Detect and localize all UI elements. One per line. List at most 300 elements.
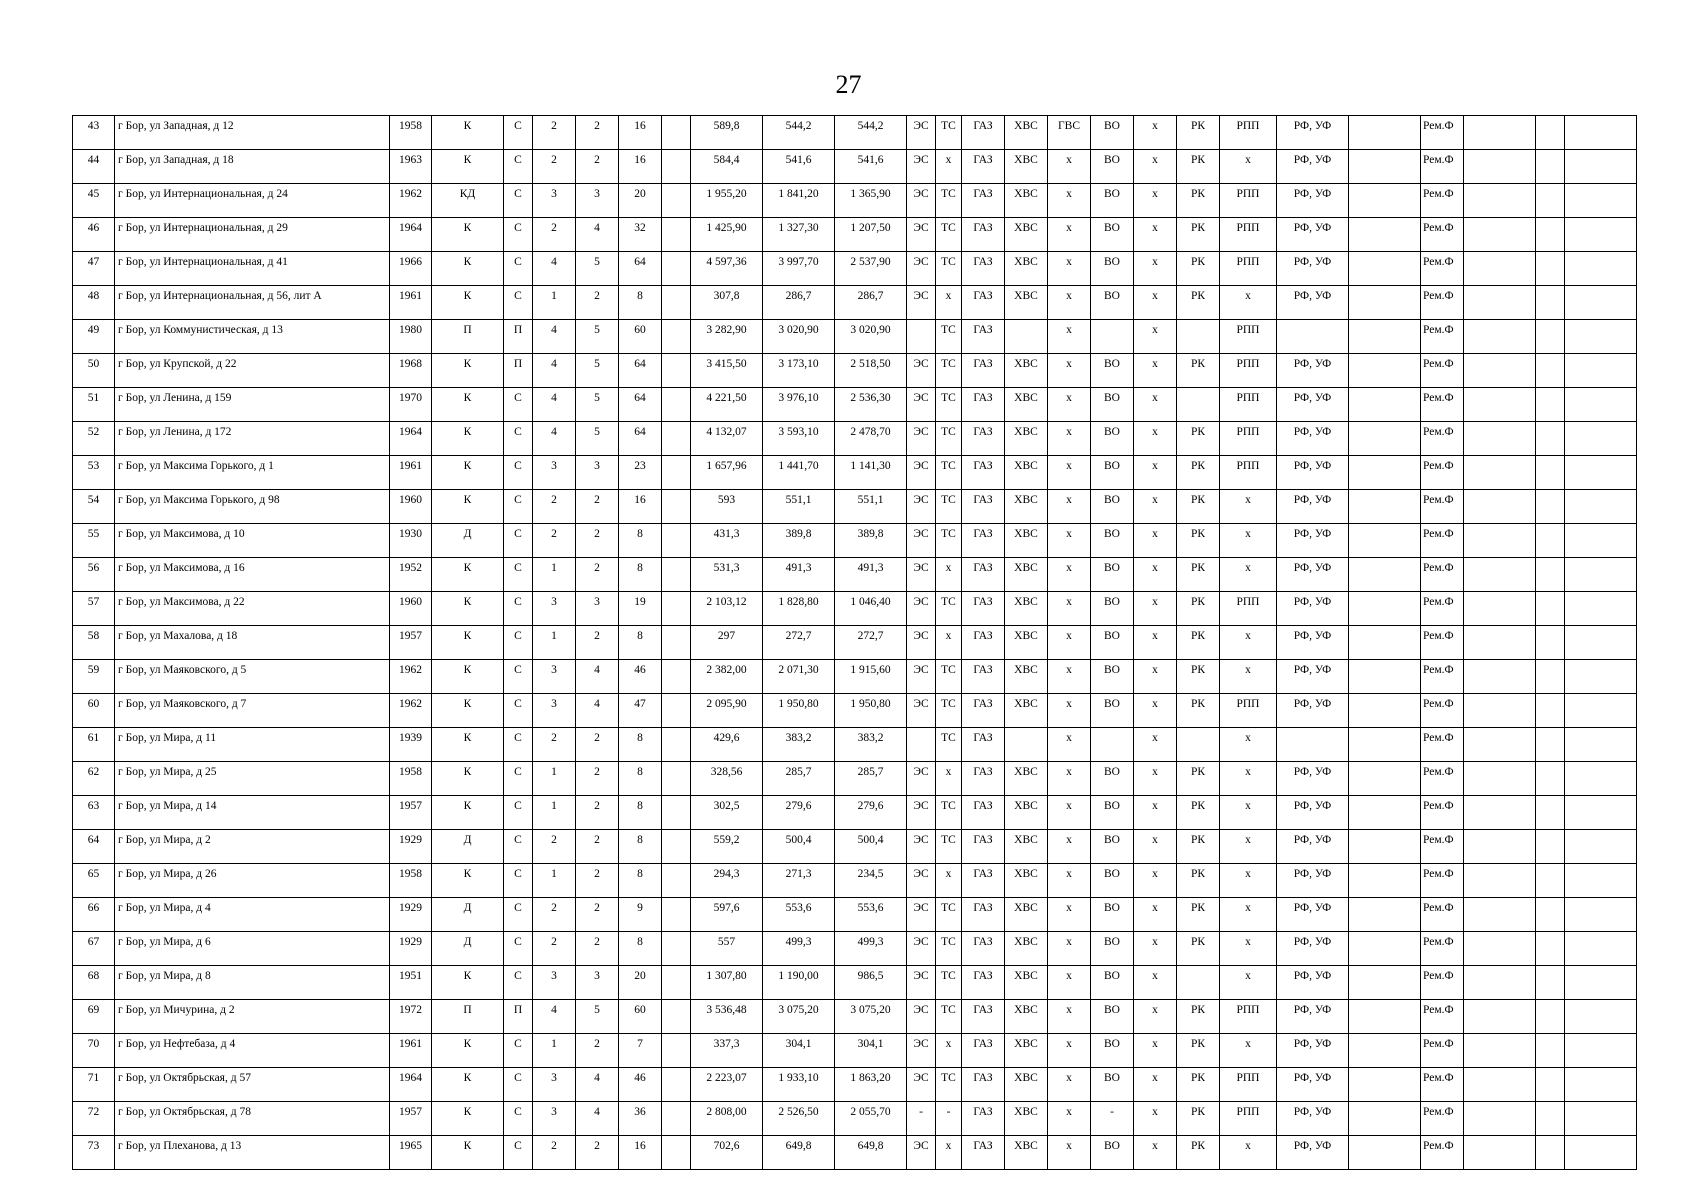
cell-type: С	[504, 388, 533, 422]
cell-living-area: 544,2	[763, 116, 835, 150]
cell-mark-x: х	[1134, 898, 1177, 932]
cell-electricity: ЭС	[907, 150, 936, 184]
cell-blank-col-2	[1349, 490, 1421, 524]
cell-cold-water: ХВС	[1005, 966, 1048, 1000]
cell-rpp: РПП	[1220, 456, 1277, 490]
cell-hot-water: х	[1048, 320, 1091, 354]
cell-blank-col	[662, 694, 691, 728]
cell-electricity: ЭС	[907, 456, 936, 490]
cell-type: С	[504, 932, 533, 966]
cell-address: г Бор, ул Ленина, д 172	[115, 422, 390, 456]
cell-blank-col-4	[1536, 456, 1565, 490]
cell-rk: РК	[1177, 1068, 1220, 1102]
cell-floors: 2	[533, 898, 576, 932]
cell-blank-col-2	[1349, 1000, 1421, 1034]
cell-rf-uf: РФ, УФ	[1277, 864, 1349, 898]
cell-blank-col-3	[1464, 762, 1536, 796]
cell-type: С	[504, 218, 533, 252]
cell-mark-x: х	[1134, 422, 1177, 456]
cell-rf-uf: РФ, УФ	[1277, 150, 1349, 184]
cell-type: С	[504, 490, 533, 524]
cell-mark-x: х	[1134, 354, 1177, 388]
cell-sewerage: ВО	[1091, 898, 1134, 932]
cell-blank-col-4	[1536, 592, 1565, 626]
cell-hot-water: х	[1048, 864, 1091, 898]
cell-blank-col-2	[1349, 660, 1421, 694]
cell-entrances: 2	[576, 116, 619, 150]
table-row	[73, 660, 1637, 694]
cell-wall-material: К	[432, 286, 504, 320]
cell-rpp: х	[1220, 864, 1277, 898]
cell-heating: ТС	[936, 490, 962, 524]
cell-living-area: 3 976,10	[763, 388, 835, 422]
cell-row-number: 59	[73, 660, 115, 694]
table-row	[73, 1034, 1637, 1068]
cell-blank-col-5	[1565, 660, 1637, 694]
cell-blank-col-2	[1349, 966, 1421, 1000]
cell-type: С	[504, 830, 533, 864]
cell-sewerage: ВО	[1091, 252, 1134, 286]
cell-rf-uf: РФ, УФ	[1277, 354, 1349, 388]
cell-living-area: 1 327,30	[763, 218, 835, 252]
cell-rem-fund: Рем.Ф	[1421, 626, 1464, 660]
cell-mark-x: х	[1134, 864, 1177, 898]
cell-blank-col	[662, 1068, 691, 1102]
cell-address: г Бор, ул Максимова, д 10	[115, 524, 390, 558]
cell-blank-col-4	[1536, 1034, 1565, 1068]
cell-total-area: 2 808,00	[691, 1102, 763, 1136]
cell-living-area: 3 075,20	[763, 1000, 835, 1034]
cell-entrances: 3	[576, 184, 619, 218]
cell-rem-fund: Рем.Ф	[1421, 456, 1464, 490]
cell-year-built: 1968	[390, 354, 432, 388]
cell-blank-col	[662, 728, 691, 762]
cell-type: С	[504, 864, 533, 898]
cell-entrances: 2	[576, 1136, 619, 1170]
cell-blank-col-2	[1349, 422, 1421, 456]
cell-floors: 4	[533, 354, 576, 388]
cell-year-built: 1962	[390, 694, 432, 728]
cell-blank-col-5	[1565, 694, 1637, 728]
cell-year-built: 1957	[390, 1102, 432, 1136]
cell-rk: РК	[1177, 694, 1220, 728]
table-row	[73, 932, 1637, 966]
cell-sewerage: ВО	[1091, 286, 1134, 320]
cell-hot-water: х	[1048, 1136, 1091, 1170]
cell-residential-area: 3 075,20	[835, 1000, 907, 1034]
cell-electricity: -	[907, 1102, 936, 1136]
cell-blank-col-4	[1536, 762, 1565, 796]
cell-rf-uf: РФ, УФ	[1277, 830, 1349, 864]
table-row	[73, 830, 1637, 864]
cell-rf-uf: РФ, УФ	[1277, 558, 1349, 592]
cell-entrances: 2	[576, 524, 619, 558]
cell-rpp: РПП	[1220, 388, 1277, 422]
cell-blank-col-4	[1536, 422, 1565, 456]
page-number: 27	[835, 70, 862, 99]
cell-heating: ТС	[936, 218, 962, 252]
cell-cold-water: ХВС	[1005, 422, 1048, 456]
cell-electricity: ЭС	[907, 966, 936, 1000]
cell-blank-col-2	[1349, 286, 1421, 320]
cell-blank-col	[662, 252, 691, 286]
cell-cold-water: ХВС	[1005, 286, 1048, 320]
table-row	[73, 626, 1637, 660]
cell-rk: РК	[1177, 184, 1220, 218]
cell-blank-col-5	[1565, 320, 1637, 354]
cell-living-area: 500,4	[763, 830, 835, 864]
cell-heating: ТС	[936, 1068, 962, 1102]
cell-gas: ГАЗ	[962, 422, 1005, 456]
cell-gas: ГАЗ	[962, 1068, 1005, 1102]
cell-apartments: 36	[619, 1102, 662, 1136]
cell-rpp: РПП	[1220, 1068, 1277, 1102]
cell-blank-col	[662, 1136, 691, 1170]
cell-living-area: 3 020,90	[763, 320, 835, 354]
cell-mark-x: х	[1134, 932, 1177, 966]
cell-address: г Бор, ул Маяковского, д 7	[115, 694, 390, 728]
cell-wall-material: К	[432, 728, 504, 762]
cell-blank-col-2	[1349, 1034, 1421, 1068]
cell-electricity: ЭС	[907, 388, 936, 422]
cell-blank-col-5	[1565, 1034, 1637, 1068]
cell-blank-col	[662, 150, 691, 184]
cell-floors: 3	[533, 1068, 576, 1102]
cell-rf-uf: РФ, УФ	[1277, 388, 1349, 422]
cell-apartments: 8	[619, 796, 662, 830]
cell-cold-water: ХВС	[1005, 1102, 1048, 1136]
cell-sewerage: ВО	[1091, 1034, 1134, 1068]
cell-hot-water: х	[1048, 422, 1091, 456]
cell-sewerage: ВО	[1091, 694, 1134, 728]
cell-blank-col-4	[1536, 354, 1565, 388]
cell-mark-x: х	[1134, 694, 1177, 728]
cell-blank-col-4	[1536, 1102, 1565, 1136]
cell-sewerage: ВО	[1091, 1000, 1134, 1034]
table-row	[73, 320, 1637, 354]
cell-electricity: ЭС	[907, 1034, 936, 1068]
cell-year-built: 1962	[390, 184, 432, 218]
cell-entrances: 2	[576, 898, 619, 932]
cell-total-area: 1 425,90	[691, 218, 763, 252]
cell-blank-col-5	[1565, 932, 1637, 966]
cell-gas: ГАЗ	[962, 354, 1005, 388]
cell-entrances: 5	[576, 388, 619, 422]
cell-hot-water: х	[1048, 388, 1091, 422]
cell-floors: 1	[533, 626, 576, 660]
cell-blank-col-4	[1536, 694, 1565, 728]
cell-blank-col-4	[1536, 320, 1565, 354]
cell-mark-x: х	[1134, 388, 1177, 422]
table-row	[73, 1000, 1637, 1034]
cell-heating: х	[936, 286, 962, 320]
cell-type: П	[504, 320, 533, 354]
cell-blank-col-4	[1536, 558, 1565, 592]
cell-gas: ГАЗ	[962, 864, 1005, 898]
cell-row-number: 44	[73, 150, 115, 184]
cell-cold-water	[1005, 320, 1048, 354]
cell-blank-col-5	[1565, 1102, 1637, 1136]
cell-type: С	[504, 728, 533, 762]
cell-blank-col	[662, 388, 691, 422]
cell-wall-material: П	[432, 1000, 504, 1034]
cell-blank-col	[662, 456, 691, 490]
cell-floors: 3	[533, 966, 576, 1000]
cell-rf-uf: РФ, УФ	[1277, 762, 1349, 796]
cell-blank-col-4	[1536, 932, 1565, 966]
cell-rk: РК	[1177, 286, 1220, 320]
cell-entrances: 2	[576, 150, 619, 184]
cell-living-area: 304,1	[763, 1034, 835, 1068]
cell-total-area: 531,3	[691, 558, 763, 592]
cell-blank-col-5	[1565, 354, 1637, 388]
cell-electricity: ЭС	[907, 1068, 936, 1102]
cell-year-built: 1964	[390, 218, 432, 252]
cell-total-area: 559,2	[691, 830, 763, 864]
cell-wall-material: К	[432, 966, 504, 1000]
cell-row-number: 60	[73, 694, 115, 728]
cell-wall-material: К	[432, 252, 504, 286]
table-row	[73, 252, 1637, 286]
cell-address: г Бор, ул Максимова, д 16	[115, 558, 390, 592]
table-row	[73, 898, 1637, 932]
cell-rem-fund: Рем.Ф	[1421, 184, 1464, 218]
cell-blank-col-3	[1464, 864, 1536, 898]
cell-total-area: 4 597,36	[691, 252, 763, 286]
cell-residential-area: 499,3	[835, 932, 907, 966]
cell-rpp: РПП	[1220, 184, 1277, 218]
cell-blank-col-2	[1349, 184, 1421, 218]
cell-blank-col-5	[1565, 1000, 1637, 1034]
cell-heating: ТС	[936, 524, 962, 558]
cell-sewerage: ВО	[1091, 626, 1134, 660]
cell-year-built: 1958	[390, 762, 432, 796]
cell-rk: РК	[1177, 898, 1220, 932]
cell-blank-col-3	[1464, 286, 1536, 320]
cell-wall-material: К	[432, 762, 504, 796]
cell-gas: ГАЗ	[962, 150, 1005, 184]
cell-blank-col-5	[1565, 252, 1637, 286]
cell-floors: 4	[533, 252, 576, 286]
cell-hot-water: х	[1048, 898, 1091, 932]
cell-blank-col-5	[1565, 558, 1637, 592]
cell-apartments: 64	[619, 252, 662, 286]
cell-living-area: 383,2	[763, 728, 835, 762]
cell-living-area: 1 933,10	[763, 1068, 835, 1102]
cell-address: г Бор, ул Крупской, д 22	[115, 354, 390, 388]
cell-blank-col	[662, 932, 691, 966]
cell-blank-col-4	[1536, 490, 1565, 524]
cell-mark-x: х	[1134, 796, 1177, 830]
cell-rem-fund: Рем.Ф	[1421, 966, 1464, 1000]
cell-blank-col	[662, 184, 691, 218]
cell-heating: -	[936, 1102, 962, 1136]
cell-heating: ТС	[936, 354, 962, 388]
cell-type: С	[504, 626, 533, 660]
cell-rk: РК	[1177, 1136, 1220, 1170]
cell-electricity	[907, 320, 936, 354]
cell-heating: х	[936, 1136, 962, 1170]
cell-floors: 2	[533, 524, 576, 558]
cell-sewerage: ВО	[1091, 592, 1134, 626]
cell-hot-water: х	[1048, 490, 1091, 524]
cell-floors: 1	[533, 286, 576, 320]
cell-total-area: 2 223,07	[691, 1068, 763, 1102]
cell-heating: х	[936, 558, 962, 592]
cell-blank-col	[662, 1102, 691, 1136]
cell-row-number: 54	[73, 490, 115, 524]
cell-total-area: 2 103,12	[691, 592, 763, 626]
cell-cold-water: ХВС	[1005, 388, 1048, 422]
cell-type: С	[504, 592, 533, 626]
table-row	[73, 184, 1637, 218]
cell-wall-material: Д	[432, 898, 504, 932]
cell-cold-water: ХВС	[1005, 558, 1048, 592]
cell-total-area: 584,4	[691, 150, 763, 184]
cell-row-number: 67	[73, 932, 115, 966]
cell-living-area: 2 071,30	[763, 660, 835, 694]
cell-entrances: 2	[576, 762, 619, 796]
cell-heating: х	[936, 150, 962, 184]
cell-gas: ГАЗ	[962, 660, 1005, 694]
cell-rpp: РПП	[1220, 694, 1277, 728]
cell-row-number: 64	[73, 830, 115, 864]
cell-total-area: 593	[691, 490, 763, 524]
cell-entrances: 3	[576, 966, 619, 1000]
cell-cold-water: ХВС	[1005, 490, 1048, 524]
cell-rk: РК	[1177, 1000, 1220, 1034]
cell-wall-material: К	[432, 864, 504, 898]
cell-rk: РК	[1177, 456, 1220, 490]
cell-rem-fund: Рем.Ф	[1421, 252, 1464, 286]
cell-living-area: 551,1	[763, 490, 835, 524]
cell-blank-col-4	[1536, 728, 1565, 762]
cell-living-area: 285,7	[763, 762, 835, 796]
cell-floors: 3	[533, 456, 576, 490]
cell-blank-col-4	[1536, 388, 1565, 422]
cell-rk	[1177, 388, 1220, 422]
cell-wall-material: К	[432, 490, 504, 524]
cell-type: С	[504, 116, 533, 150]
cell-blank-col-2	[1349, 694, 1421, 728]
cell-year-built: 1929	[390, 830, 432, 864]
cell-address: г Бор, ул Ленина, д 159	[115, 388, 390, 422]
cell-rpp: РПП	[1220, 592, 1277, 626]
cell-row-number: 70	[73, 1034, 115, 1068]
cell-year-built: 1964	[390, 422, 432, 456]
cell-living-area: 1 190,00	[763, 966, 835, 1000]
cell-sewerage: ВО	[1091, 762, 1134, 796]
cell-rk: РК	[1177, 422, 1220, 456]
cell-sewerage: ВО	[1091, 354, 1134, 388]
cell-sewerage: ВО	[1091, 1136, 1134, 1170]
cell-apartments: 8	[619, 524, 662, 558]
cell-year-built: 1957	[390, 626, 432, 660]
cell-address: г Бор, ул Мира, д 25	[115, 762, 390, 796]
cell-rk	[1177, 728, 1220, 762]
cell-mark-x: х	[1134, 1136, 1177, 1170]
cell-residential-area: 553,6	[835, 898, 907, 932]
cell-blank-col-4	[1536, 252, 1565, 286]
cell-entrances: 5	[576, 354, 619, 388]
cell-rpp: х	[1220, 490, 1277, 524]
cell-floors: 3	[533, 694, 576, 728]
table-row	[73, 116, 1637, 150]
cell-electricity: ЭС	[907, 694, 936, 728]
cell-blank-col-4	[1536, 830, 1565, 864]
cell-rem-fund: Рем.Ф	[1421, 150, 1464, 184]
cell-wall-material: К	[432, 1034, 504, 1068]
cell-rpp: РПП	[1220, 422, 1277, 456]
cell-address: г Бор, ул Коммунистическая, д 13	[115, 320, 390, 354]
cell-rpp: х	[1220, 1136, 1277, 1170]
cell-residential-area: 2 536,30	[835, 388, 907, 422]
cell-year-built: 1963	[390, 150, 432, 184]
cell-wall-material: К	[432, 558, 504, 592]
cell-heating: ТС	[936, 694, 962, 728]
cell-year-built: 1929	[390, 932, 432, 966]
cell-sewerage: ВО	[1091, 490, 1134, 524]
cell-apartments: 32	[619, 218, 662, 252]
cell-residential-area: 234,5	[835, 864, 907, 898]
cell-rem-fund: Рем.Ф	[1421, 932, 1464, 966]
cell-hot-water: х	[1048, 966, 1091, 1000]
cell-blank-col-2	[1349, 830, 1421, 864]
cell-wall-material: К	[432, 422, 504, 456]
cell-blank-col	[662, 626, 691, 660]
cell-year-built: 1961	[390, 286, 432, 320]
cell-rf-uf: РФ, УФ	[1277, 1068, 1349, 1102]
cell-cold-water: ХВС	[1005, 1034, 1048, 1068]
cell-heating: ТС	[936, 932, 962, 966]
cell-living-area: 389,8	[763, 524, 835, 558]
cell-apartments: 8	[619, 286, 662, 320]
cell-blank-col-5	[1565, 762, 1637, 796]
cell-entrances: 2	[576, 932, 619, 966]
cell-residential-area: 304,1	[835, 1034, 907, 1068]
cell-blank-col-4	[1536, 116, 1565, 150]
cell-total-area: 4 132,07	[691, 422, 763, 456]
cell-residential-area: 649,8	[835, 1136, 907, 1170]
cell-hot-water: х	[1048, 354, 1091, 388]
cell-blank-col-4	[1536, 1068, 1565, 1102]
cell-total-area: 589,8	[691, 116, 763, 150]
cell-rk: РК	[1177, 354, 1220, 388]
cell-heating: ТС	[936, 592, 962, 626]
cell-blank-col-3	[1464, 898, 1536, 932]
cell-rem-fund: Рем.Ф	[1421, 524, 1464, 558]
cell-apartments: 8	[619, 626, 662, 660]
cell-rem-fund: Рем.Ф	[1421, 898, 1464, 932]
cell-gas: ГАЗ	[962, 286, 1005, 320]
cell-electricity: ЭС	[907, 1000, 936, 1034]
cell-blank-col	[662, 966, 691, 1000]
cell-blank-col-3	[1464, 1068, 1536, 1102]
cell-gas: ГАЗ	[962, 966, 1005, 1000]
cell-type: С	[504, 1034, 533, 1068]
cell-rpp: х	[1220, 524, 1277, 558]
cell-residential-area: 1 950,80	[835, 694, 907, 728]
cell-rk: РК	[1177, 592, 1220, 626]
cell-electricity: ЭС	[907, 116, 936, 150]
table-row	[73, 490, 1637, 524]
cell-row-number: 63	[73, 796, 115, 830]
table-body	[73, 116, 1637, 1170]
cell-rem-fund: Рем.Ф	[1421, 1000, 1464, 1034]
cell-address: г Бор, ул Интернациональная, д 56, лит А	[115, 286, 390, 320]
cell-wall-material: К	[432, 150, 504, 184]
cell-electricity: ЭС	[907, 660, 936, 694]
